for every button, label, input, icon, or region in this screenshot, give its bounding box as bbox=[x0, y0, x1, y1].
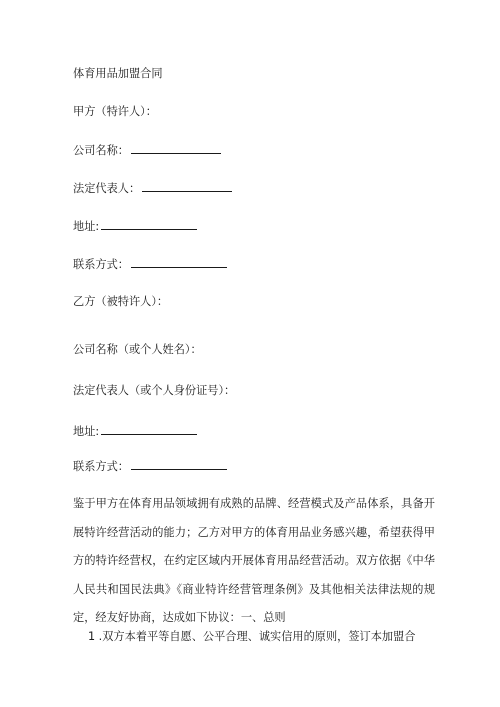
party-a-address-blank bbox=[101, 219, 197, 230]
party-a-contact-label: 联系方式： bbox=[73, 258, 129, 271]
party-a-address-row bbox=[73, 219, 197, 234]
party-a-heading: 甲方（特许人）： bbox=[73, 105, 157, 118]
party-b-contact-row bbox=[73, 459, 227, 474]
document-title: 体育用品加盟合同 bbox=[73, 67, 163, 80]
party-b-address-blank bbox=[101, 424, 197, 435]
party-b-address-row bbox=[73, 424, 197, 439]
clause-1: 1 .双方本着平等自愿、公平合理、诚实信用的原则，签订本加盟合 bbox=[88, 630, 416, 643]
party-b-address-label: 地址: bbox=[73, 425, 100, 438]
party-a-contact-row bbox=[73, 257, 227, 272]
party-a-company-name-blank bbox=[131, 143, 221, 154]
preamble-paragraph: 鉴于甲方在体育用品领域拥有成熟的品牌、经营模式及产品体系，具备开展特许经营活动的能力；乙方对甲方的体育用品业务感兴趣，希望获得甲方的特许经营权，在约定区域内开展体育用品经营活动。双方依据《中华人民共和国民法典》《商业特许经营管理条例》及其他相关法律法规的规定，经友好协商，达成如下协议：一、总则 bbox=[73, 497, 435, 624]
party-a-company-name-label: 公司名称： bbox=[73, 144, 129, 157]
party-b-contact-blank bbox=[131, 459, 227, 470]
party-a-address-label: 地址: bbox=[73, 220, 100, 233]
party-b-contact-label: 联系方式： bbox=[73, 460, 129, 473]
party-a-legal-rep-label: 法定代表人： bbox=[73, 182, 141, 195]
party-a-legal-rep-row bbox=[73, 181, 232, 196]
party-a-contact-blank bbox=[131, 257, 227, 268]
party-b-company-name-label: 公司名称（或个人姓名）： bbox=[73, 343, 202, 356]
party-a-company-name-row bbox=[73, 143, 221, 158]
party-b-heading: 乙方（被特许人）： bbox=[73, 295, 169, 308]
party-a-legal-rep-blank bbox=[142, 181, 232, 192]
party-b-legal-rep-label: 法定代表人（或个人身份证号）： bbox=[73, 384, 236, 397]
